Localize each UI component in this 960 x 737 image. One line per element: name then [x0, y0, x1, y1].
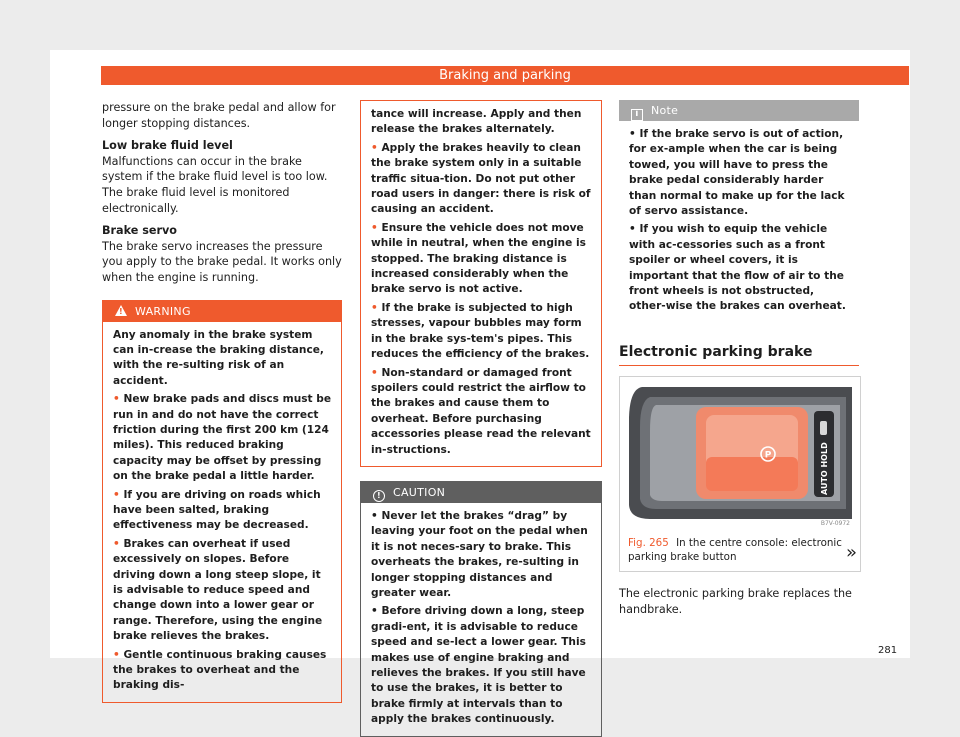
warning-item: • If the brake is subjected to high stresses, vapour bubbles may form in the brake sys-tem's pipes. This reduces the efficiency of the brakes.	[371, 301, 590, 361]
caution-item: • Before driving down a long, steep gradi-ent, it is advisable to reduce speed and se-lect a lower gear. This makes use of engine braking and relieves the brakes. If you still have to use the brakes, it is better to brake firmly at intervals than to apply the brakes continuously.	[371, 605, 586, 726]
figure-caption	[620, 532, 860, 571]
bullet-icon: •	[371, 301, 382, 314]
warning-item: • Ensure the vehicle does not move while in neutral, when the engine is stopped. The braking distance is increased considerably when the brake servo is not active.	[371, 221, 586, 296]
page-number: 281	[878, 645, 898, 656]
column-3	[619, 100, 859, 624]
warning-item: • Non-standard or damaged front spoilers could restrict the airflow to the brakes and cause them to overheat. Before purchasing accessories please read the relevant in-structions.	[371, 366, 591, 456]
figure-number: Fig. 265	[628, 537, 669, 550]
warning-item: • Brakes can overheat if used excessively on slopes. Before driving down a long steep slope, it is advisable to reduce speed and change down into a lower gear or range. Therefore, using the engine brake relieves the brakes.	[113, 537, 323, 643]
column-1	[102, 100, 342, 703]
warning-item: • Gentle continuous braking causes the brakes to overheat and the braking dis-	[113, 648, 327, 692]
heading-low-brake-fluid: Low brake fluid level	[102, 139, 233, 153]
note-title-bar	[619, 100, 859, 121]
paragraph-brake-fluid: Malfunctions can occur in the brake system if the brake fluid level is too low. The brake fluid level is monitored electronically.	[102, 154, 328, 215]
paragraph-brake-servo: The brake servo increases the pressure you apply to the brake pedal. It works only when the engine is running.	[102, 239, 342, 284]
bullet-icon: •	[629, 128, 640, 140]
bullet-icon: •	[629, 223, 640, 236]
warning-box-continued	[360, 100, 602, 467]
continue-arrow: »	[846, 542, 858, 563]
bullet-icon: •	[371, 221, 382, 234]
caution-title: CAUTION	[393, 485, 446, 499]
bullet-icon: •	[113, 537, 124, 550]
column-2	[360, 100, 602, 737]
caution-item: • Never let the brakes “drag” by leaving your foot on the pedal when it is not neces-sary to brake. This overheats the brakes, re-sulting in longer stopping distances and greater wear.	[371, 509, 588, 599]
note-box	[619, 100, 859, 323]
bullet-icon: •	[113, 488, 124, 501]
warning-continued-text: tance will increase. Apply and then release the brakes alternately.	[371, 108, 582, 136]
warning-title-bar	[103, 301, 341, 322]
bullet-icon: •	[113, 393, 124, 406]
note-title: Note	[651, 104, 679, 117]
bullet-icon: •	[371, 366, 382, 379]
caution-box	[360, 481, 602, 737]
page-header: Braking and parking	[101, 66, 909, 85]
parking-brake-illustration	[620, 377, 860, 527]
bullet-icon: •	[371, 509, 382, 522]
section-title-parking-brake: Electronic parking brake	[619, 345, 859, 367]
note-item: • If you wish to equip the vehicle with ac-cessories such as a front spoiler or wheel covers, it is important that the flow of air to the front wheels is not obstructed, other-wise the brakes can overheat.	[629, 223, 846, 313]
intro-paragraph: pressure on the brake pedal and allow for longer stopping distances.	[102, 101, 336, 130]
auto-hold-label: AUTO HOLD	[820, 442, 829, 496]
warning-lead: Any anomaly in the brake system can in-crease the braking distance, with the re-sulting risk of an accident.	[113, 328, 324, 387]
warning-item: • New brake pads and discs must be run in and do not have the correct friction during the first 200 km (124 miles). This reduced braking capacity may be offset by pressing on the brake pedal a little harder.	[113, 393, 332, 483]
p-symbol: P	[764, 450, 772, 461]
warning-body	[103, 322, 341, 702]
figure-265	[619, 376, 861, 572]
warning-continued-body	[361, 101, 601, 466]
figure-caption-text: In the centre console: electronic parking brake button	[628, 537, 842, 563]
note-item: • If the brake servo is out of action, for ex-ample when the car is being towed, you will have to press the brake pedal considerably harder than normal to make up for the lack of servo assistance.	[629, 128, 845, 218]
caution-circle-icon: !	[373, 490, 385, 502]
caution-body	[361, 503, 601, 736]
info-icon: i	[631, 109, 643, 121]
warning-title: WARNING	[135, 304, 191, 318]
warning-item: • Apply the brakes heavily to clean the brake system only in a suitable traffic situa-tion. Do not put other road users in danger: there is risk of causing an accident.	[371, 141, 591, 216]
bullet-icon: •	[371, 141, 382, 154]
warning-triangle-icon	[115, 305, 127, 316]
note-body	[619, 121, 859, 323]
bullet-icon: •	[113, 648, 124, 661]
figure-code: B7V-0972	[820, 520, 850, 528]
paragraph-parking-brake: The electronic parking brake replaces the handbrake.	[619, 587, 852, 616]
warning-item: • If you are driving on roads which have been salted, braking effectiveness may be decreased.	[113, 488, 321, 532]
bullet-icon: •	[371, 605, 382, 618]
heading-brake-servo: Brake servo	[102, 224, 177, 238]
caution-title-bar	[361, 482, 601, 503]
manual-page	[50, 50, 910, 726]
warning-box	[102, 300, 342, 703]
